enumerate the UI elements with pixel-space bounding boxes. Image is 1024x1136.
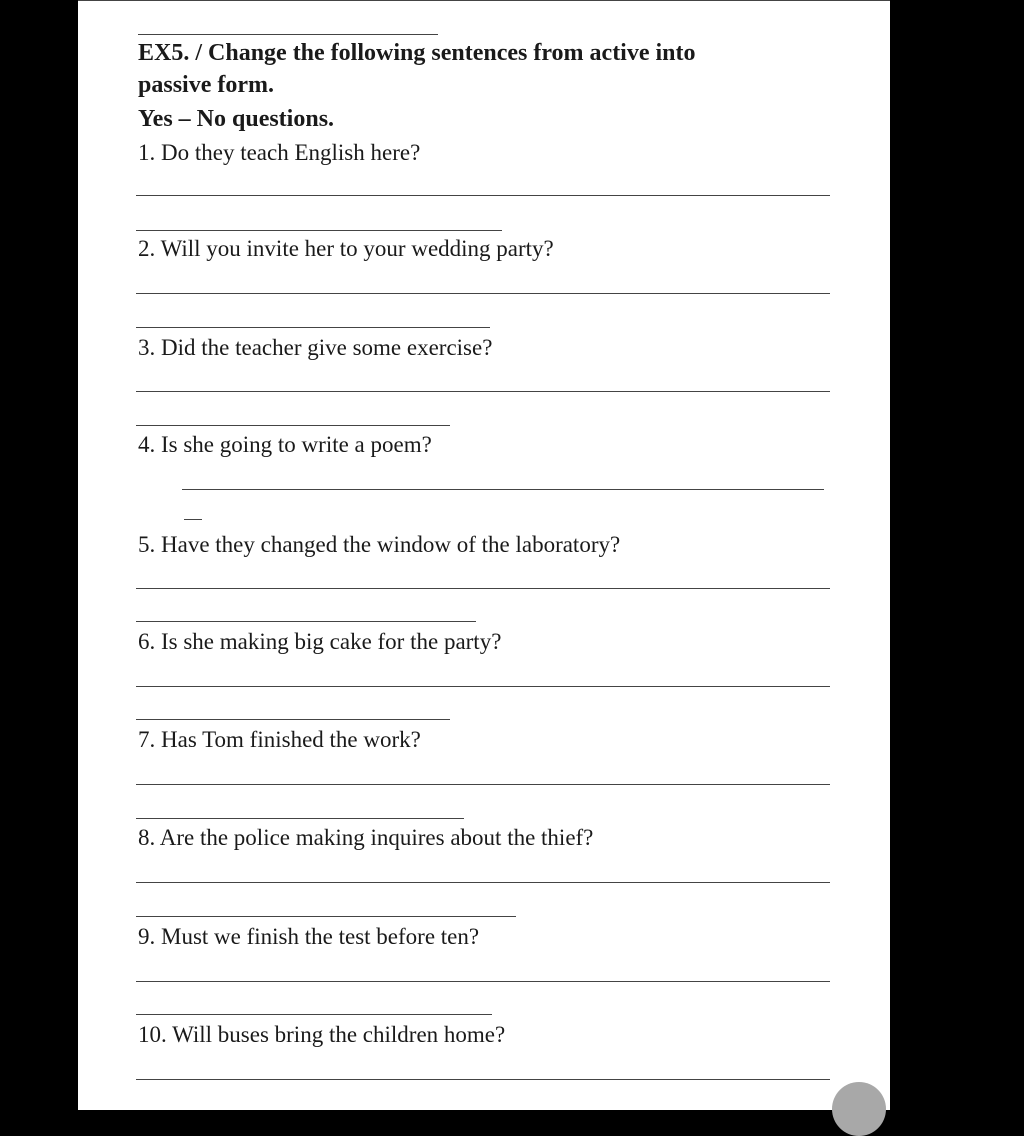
exercise-subtitle: Yes – No questions. xyxy=(138,106,335,132)
question-1: 1. Do they teach English here? xyxy=(138,140,421,165)
question-3: 3. Did the teacher give some exercise? xyxy=(138,335,493,360)
scroll-indicator[interactable] xyxy=(832,1082,886,1136)
question-4: 4. Is she going to write a poem? xyxy=(138,432,432,457)
question-5: 5. Have they changed the window of the laboratory? xyxy=(138,532,621,557)
exercise-title-line-2: passive form. xyxy=(138,72,274,98)
answer-line[interactable] xyxy=(136,425,450,426)
answer-line[interactable] xyxy=(136,882,830,883)
answer-line[interactable] xyxy=(136,686,830,687)
answer-line[interactable] xyxy=(136,293,830,294)
answer-line[interactable] xyxy=(136,1079,830,1080)
question-6: 6. Is she making big cake for the party? xyxy=(138,629,502,654)
question-9: 9. Must we finish the test before ten? xyxy=(138,924,480,949)
header-rule xyxy=(138,34,438,35)
question-7: 7. Has Tom finished the work? xyxy=(138,727,421,752)
answer-line[interactable] xyxy=(136,195,830,196)
exercise-title-line-1: EX5. / Change the following sentences from active into xyxy=(138,40,696,66)
answer-line[interactable] xyxy=(136,1014,492,1015)
answer-line[interactable] xyxy=(136,818,464,819)
answer-line[interactable] xyxy=(136,230,502,231)
question-8: 8. Are the police making inquires about the thief? xyxy=(138,825,594,850)
answer-line[interactable] xyxy=(136,981,830,982)
answer-line[interactable] xyxy=(136,621,476,622)
answer-line[interactable] xyxy=(136,916,516,917)
answer-line[interactable] xyxy=(136,784,830,785)
top-rule xyxy=(78,0,890,1)
answer-line[interactable] xyxy=(182,489,824,490)
answer-line[interactable] xyxy=(136,588,830,589)
answer-line[interactable] xyxy=(136,327,490,328)
answer-line[interactable] xyxy=(136,391,830,392)
question-10: 10. Will buses bring the children home? xyxy=(138,1022,506,1047)
question-2: 2. Will you invite her to your wedding party? xyxy=(138,236,554,261)
answer-line[interactable] xyxy=(136,719,450,720)
stray-mark xyxy=(184,519,202,520)
worksheet-page xyxy=(78,0,890,1110)
